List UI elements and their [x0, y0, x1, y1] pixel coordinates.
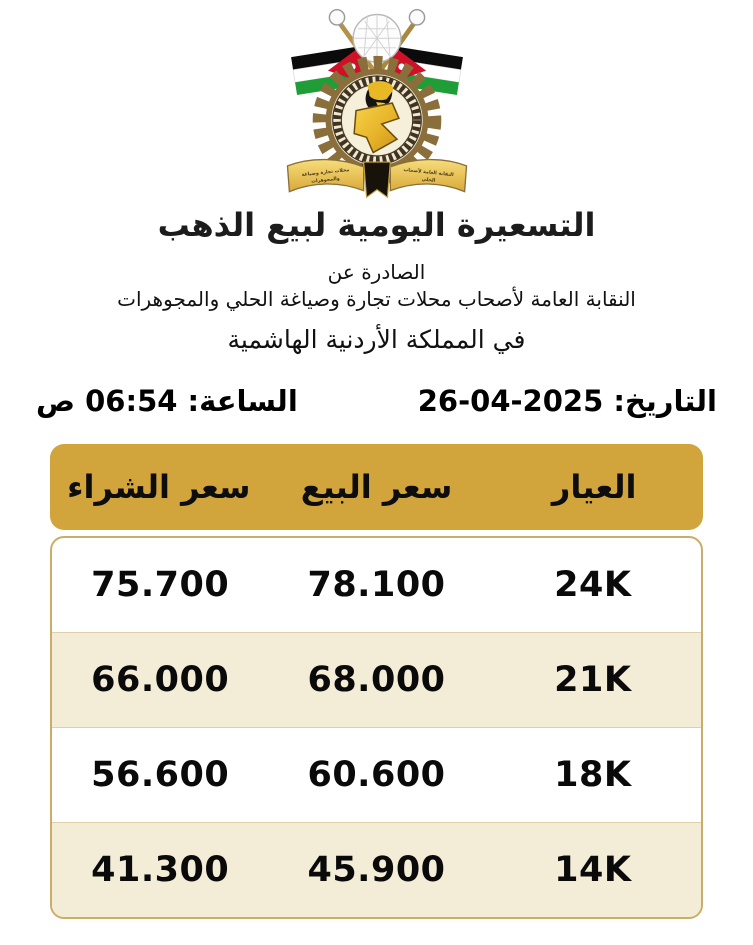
table-row-18k [52, 727, 701, 822]
date-field [418, 384, 717, 418]
karat-value: 18K [554, 755, 632, 795]
ribbon-left-text-1: محلات تجارة وصياغة [300, 168, 350, 179]
pole-ball-left [329, 10, 344, 25]
karat-value: 21K [554, 660, 632, 700]
buy-price-value: 41.300 [91, 850, 230, 890]
buy-price-value: 56.600 [91, 755, 230, 795]
date-label: التاريخ: [613, 384, 717, 418]
karat-value: 24K [554, 565, 632, 605]
date-value: 26-04-2025 [417, 384, 604, 418]
buy-price-value: 75.700 [91, 565, 230, 605]
table-row-21k [52, 632, 701, 727]
issued-by-line: الصادرة عن [327, 260, 426, 284]
sell-price-value: 68.000 [307, 660, 446, 700]
time-field [36, 384, 298, 418]
price-table-header [50, 444, 703, 530]
ribbon-right-text-1: النقابة العامة لأصحاب [402, 167, 454, 179]
pole-ball-right [409, 10, 424, 25]
column-header-sell-price: سعر البيع [300, 468, 453, 506]
ribbon-center-fold [363, 162, 390, 197]
sell-price-value: 60.600 [307, 755, 446, 795]
faceted-sphere [353, 14, 401, 62]
syndicate-name-line: النقابة العامة لأصحاب محلات تجارة وصياغة الحلي والمجوهرات [117, 287, 636, 311]
time-value: 06:54 ص [36, 384, 178, 418]
sell-price-value: 78.100 [307, 565, 446, 605]
column-header-karat: العيار [551, 468, 637, 506]
kingdom-line: في المملكة الأردنية الهاشمية [227, 325, 526, 354]
sell-price-value: 45.900 [307, 850, 446, 890]
price-table-body [50, 536, 703, 919]
datetime-bar [0, 384, 753, 418]
column-header-buy-price: سعر الشراء [67, 468, 251, 506]
table-row-14k [52, 822, 701, 917]
logo-container [0, 0, 753, 204]
ribbon-right-text-2: الحلي [420, 177, 436, 184]
banner-ribbon [287, 160, 466, 198]
syndicate-emblem-logo [272, 4, 482, 204]
karat-value: 14K [554, 850, 632, 890]
buy-price-value: 66.000 [91, 660, 230, 700]
page-title: التسعيرة اليومية لبيع الذهب [157, 206, 596, 244]
ribbon-left-text-2: والمجوهرات [310, 176, 340, 185]
time-label: الساعة: [187, 384, 298, 418]
table-row-24k [52, 538, 701, 632]
